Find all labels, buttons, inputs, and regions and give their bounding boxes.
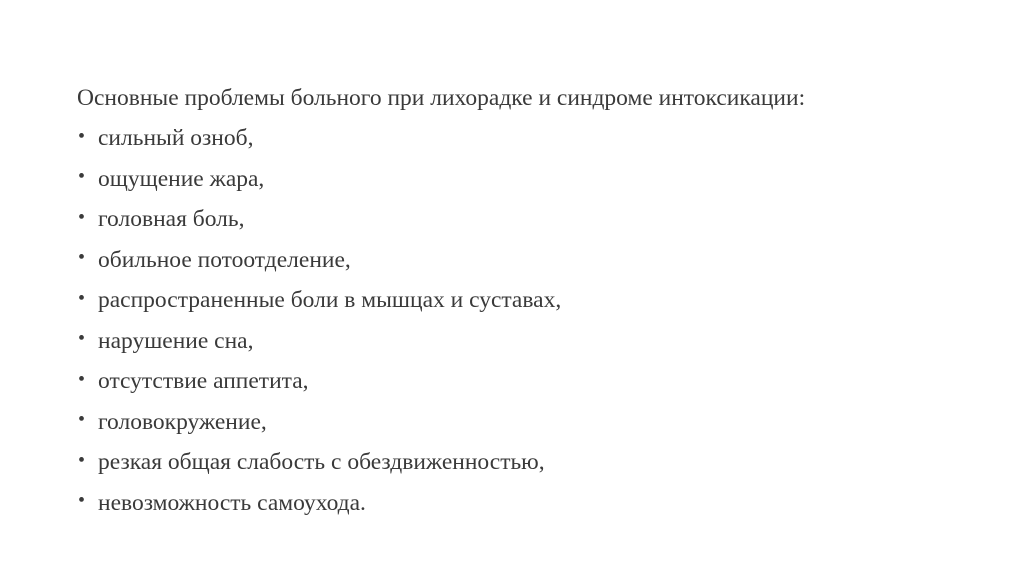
list-item-text: сильный озноб,: [98, 125, 254, 151]
list-item: [77, 240, 977, 281]
bullet-icon: •: [78, 125, 86, 148]
bullet-icon: •: [78, 368, 86, 391]
list-item-text: головная боль,: [98, 206, 245, 232]
list-item-text: головокружение,: [98, 408, 267, 435]
list-item-text: нарушение сна,: [98, 327, 254, 354]
bullet-icon: •: [78, 449, 86, 472]
list-item-text: ощущение жара,: [98, 165, 265, 192]
bullet-icon: •: [78, 246, 86, 269]
slide-content: [77, 78, 977, 524]
list-item-text: невозможность самоухода.: [98, 489, 366, 516]
list-item: [77, 159, 977, 200]
bullet-icon: •: [78, 327, 86, 350]
bullet-icon: •: [78, 489, 86, 512]
list-item-text: резкая общая слабость с обездвиженностью,: [98, 449, 545, 475]
list-item-text: распространенные боли в мышцах и суставах,: [98, 287, 562, 313]
list-item: [77, 321, 977, 362]
list-item: [77, 119, 977, 160]
bullet-icon: •: [78, 408, 86, 431]
bullet-icon: •: [78, 165, 86, 188]
bullet-icon: •: [78, 287, 86, 310]
bullet-icon: •: [78, 206, 86, 229]
list-item-text: отсутствие аппетита,: [98, 368, 309, 394]
list-item: [77, 200, 977, 241]
list-item: [77, 483, 977, 524]
problem-list: [77, 119, 977, 524]
list-item-text: обильное потоотделение,: [98, 246, 351, 273]
slide-heading: Основные проблемы больного при лихорадке и синдроме интоксикации:: [77, 84, 806, 111]
list-item: [77, 402, 977, 443]
list-item: [77, 443, 977, 484]
list-item: [77, 281, 977, 322]
list-item: [77, 362, 977, 403]
